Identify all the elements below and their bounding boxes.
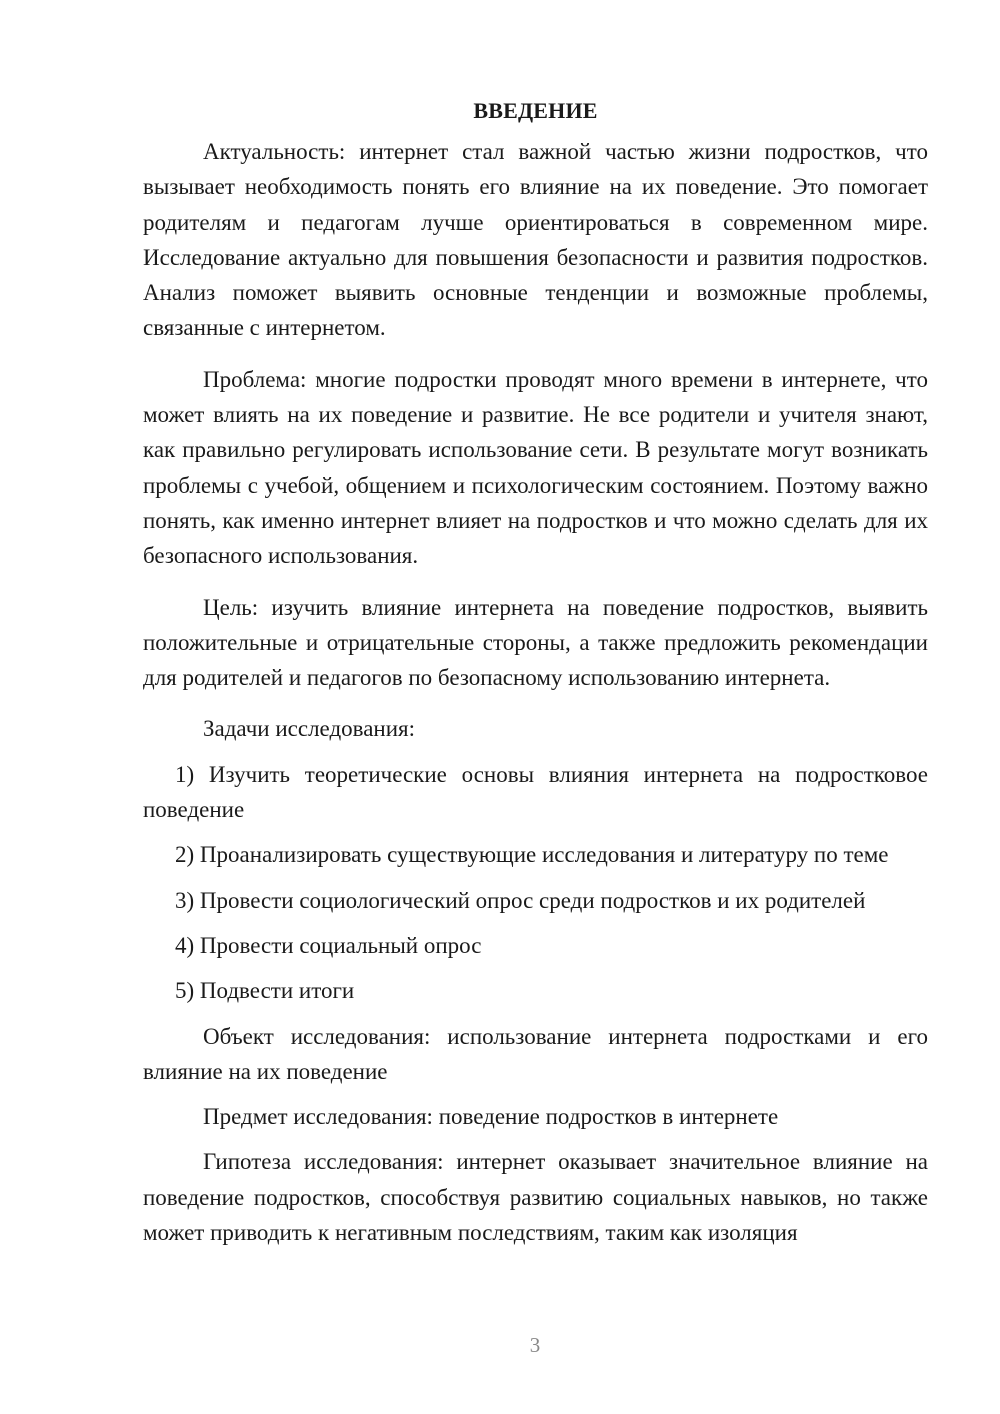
paragraph-subject: Предмет исследования: поведение подростков в интернете bbox=[203, 1104, 779, 1130]
paragraph-relevance: Актуальность: интернет стал важной частью жизни подростков, что вызывает необходимость понять его влияние на их поведение. Это помогает родителям и педагогам лучше ориентироваться в современном мире. Исследование актуально для повышения безопасности и развития подростков. Анализ поможет выявить основные тенденции и возможные проблемы, связанные с интернетом. bbox=[143, 139, 928, 341]
task-item-4: 4) Провести социальный опрос bbox=[175, 932, 482, 958]
task-item-2: 2) Проанализировать существующие исследования и литературу по теме bbox=[175, 842, 889, 868]
paragraph-object: Объект исследования: использование интернета подростками и его влияние на их поведение bbox=[143, 1023, 928, 1084]
document-body bbox=[143, 96, 928, 1260]
task-item-3: 3) Провести социологический опрос среди подростков и их родителей bbox=[175, 887, 866, 913]
task-item-5: 5) Подвести итоги bbox=[175, 978, 355, 1004]
section-title: ВВЕДЕНИЕ bbox=[473, 98, 598, 123]
paragraph-tasks-heading: Задачи исследования: bbox=[203, 716, 416, 742]
paragraph-hypothesis: Гипотеза исследования: интернет оказывает значительное влияние на поведение подростков, способствуя развитию социальных навыков, но также может приводить к негативным последствиям, таким как изоляция bbox=[143, 1149, 928, 1246]
paragraph-problem: Проблема: многие подростки проводят много времени в интернете, что может влиять на их поведение и развитие. Не все родители и учителя знают, как правильно регулировать использование сети. В результате могут возникать проблемы с учебой, общением и психологическим состоянием. Поэтому важно понять, как именно интернет влияет на подростков и что можно сделать для их безопасного использования. bbox=[143, 366, 928, 569]
task-item-1: 1) Изучить теоретические основы влияния интернета на подростковое поведение bbox=[143, 761, 928, 823]
paragraph-goal: Цель: изучить влияние интернета на поведение подростков, выявить положительные и отрицательные стороны, а также предложить рекомендации для родителей и педагогов по безопасному использованию интернета. bbox=[143, 594, 928, 691]
page-number: 3 bbox=[529, 1333, 541, 1357]
